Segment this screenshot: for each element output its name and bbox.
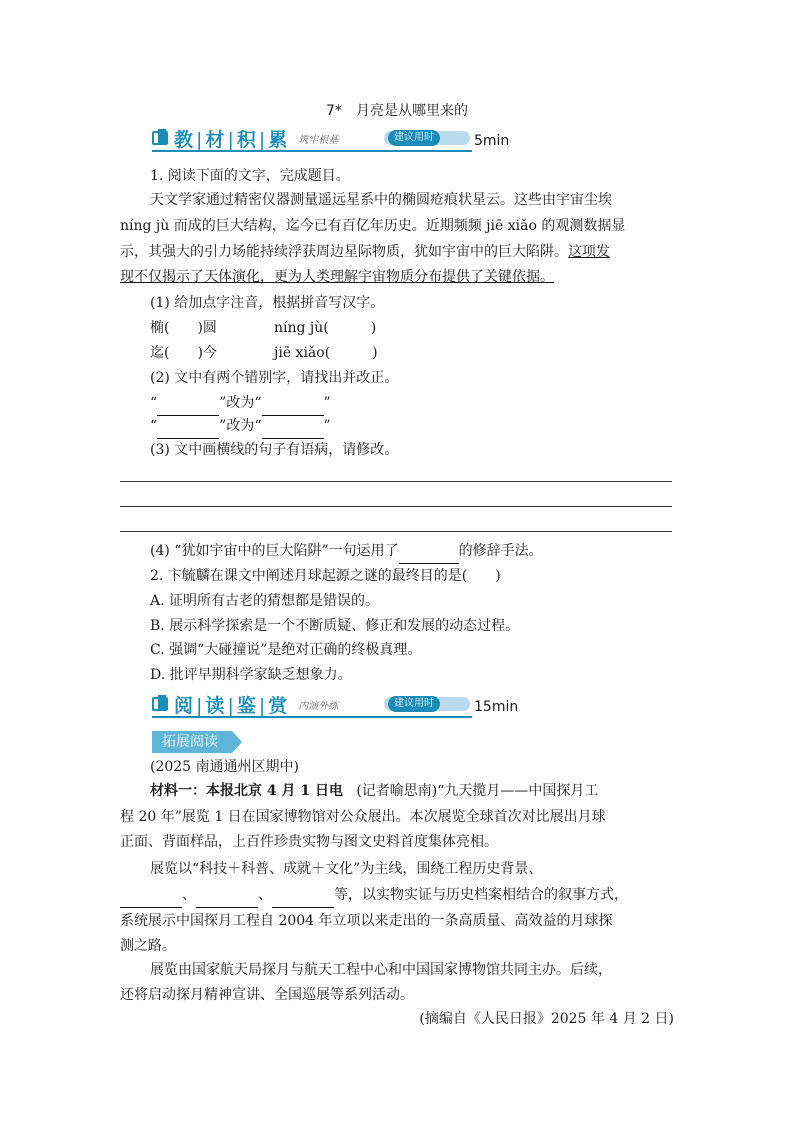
q1-sub4: (4) “犹如宇宙中的巨大陷阱”一句运用了 的修辞手法。 — [150, 539, 543, 564]
citation: (摘编自《人民日报》2025 年 4 月 2 日) — [419, 1011, 674, 1027]
reading-source: (2025 南通通州区期中) — [150, 759, 300, 775]
q1-sub1-item-d[interactable]: jiē xiǎo( ) — [274, 345, 378, 361]
q1-sub1: (1) 给加点字注音，根据拼音写汉字。 — [150, 295, 385, 311]
paragraph3-line1: 展览由国家航天局探月与航天工程中心和中国国家博物馆共同主办。后续， — [150, 962, 612, 978]
section-header-reading — [152, 692, 338, 716]
paragraph2-line4: 测之路。 — [120, 938, 176, 954]
time-value: 5min — [474, 133, 510, 149]
q1-sub1-item-c[interactable]: 迄( )今 — [150, 345, 217, 361]
q1-stem: 1. 阅读下面的文字，完成题目。 — [150, 168, 350, 184]
answer-blank[interactable] — [262, 391, 324, 416]
section-underline — [152, 150, 472, 152]
q1-passage-line1: 天文学家通过精密仪器测量遥远星系中的椭圆疮痕状星云。这些由宇宙尘埃 — [150, 192, 612, 208]
q1-sub2-row1: “ ”改为“ ” — [150, 391, 331, 416]
answer-blank[interactable] — [272, 883, 334, 908]
answer-blank[interactable] — [120, 883, 182, 908]
section-subtitle: 筑牢根基 — [298, 134, 339, 146]
answer-blank[interactable] — [157, 414, 219, 439]
q2-option-c[interactable]: C. 强调“大碰撞说”是绝对正确的终极真理。 — [150, 642, 422, 658]
q1-sub2-row2: “ ”改为“ ” — [150, 414, 331, 439]
tag-arrow-icon — [232, 731, 242, 753]
q2-option-d[interactable]: D. 批评早期科学家缺乏想象力。 — [150, 667, 352, 683]
answer-line[interactable] — [120, 531, 672, 532]
q1-passage-line2: níng jù 而成的巨大结构，迄今已有百亿年历史。近期频频 jiē xiǎo 的观测数据显 — [120, 218, 626, 234]
book-icon — [152, 129, 172, 147]
lesson-number: 7* — [326, 103, 342, 119]
answer-blank[interactable] — [399, 539, 459, 564]
paragraph2-line1: 展览以“科技＋科普、成就＋文化”为主线，围绕工程历史背景、 — [150, 861, 543, 877]
answer-line[interactable] — [120, 506, 672, 507]
time-label: 建议用时 — [388, 696, 440, 712]
q1-sub3: (3) 文中画横线的句子有语病，请修改。 — [150, 442, 399, 458]
q2-option-b[interactable]: B. 展示科学探索是一个不断质疑、修正和发展的动态过程。 — [150, 618, 520, 634]
section-subtitle: 内演外练 — [298, 700, 339, 712]
q2-stem: 2. 卞毓麟在课文中阐述月球起源之谜的最终目的是( ) — [150, 568, 501, 584]
q1-passage-line3: 示，其强大的引力场能持续浮获周边星际物质，犹如宇宙中的巨大陷阱。这项发 — [120, 244, 610, 260]
q2-option-a[interactable]: A. 证明所有古老的猜想都是错误的。 — [150, 593, 380, 609]
answer-blank[interactable] — [262, 414, 324, 439]
time-value: 15min — [474, 699, 519, 715]
material1-line2: 程 20 年”展览 1 日在国家博物馆对公众展出。本次展览全球首次对比展出月球 — [120, 809, 606, 825]
extended-reading-tag: 拓展阅读 — [152, 731, 232, 753]
section-underline — [152, 716, 472, 718]
paragraph2-line2: 、 、 等，以实物实证与历史档案相结合的叙事方式， — [120, 883, 628, 908]
q1-passage-line4: 现不仅揭示了天体演化，更为人类理解宇宙物质分布提供了关键依据。 — [120, 269, 554, 285]
q1-sub1-item-a[interactable]: 椭( )圆 — [150, 320, 217, 336]
section-title: 阅 | 读 | 鉴 | 赏 — [174, 694, 289, 717]
section-header-textbook — [152, 126, 338, 150]
book-icon — [152, 695, 172, 713]
time-label: 建议用时 — [388, 130, 440, 146]
section-title: 教 | 材 | 积 | 累 — [174, 128, 289, 151]
time-pill — [384, 697, 470, 711]
answer-blank[interactable] — [157, 391, 219, 416]
material1-line1: 材料一：本报北京 4 月 1 日电 (记者喻思南)“九天揽月——中国探月工 — [150, 783, 599, 799]
paragraph3-line2: 还将启动探月精神宣讲、全国巡展等系列活动。 — [120, 987, 414, 1003]
time-pill — [384, 131, 470, 145]
q1-sub1-item-b[interactable]: níng jù( ) — [274, 320, 377, 336]
lesson-title-text: 月亮是从哪里来的 — [355, 103, 468, 119]
lesson-title — [0, 100, 794, 120]
answer-blank[interactable] — [196, 883, 258, 908]
paragraph2-line3: 系统展示中国探月工程自 2004 年立项以来走出的一条高质量、高效益的月球探 — [120, 913, 613, 929]
material1-line3: 正面、背面样品，上百件珍贵实物与图文史料首度集体亮相。 — [120, 834, 498, 850]
q1-sub2: (2) 文中有两个错别字，请找出并改正。 — [150, 370, 399, 386]
answer-line[interactable] — [120, 481, 672, 482]
